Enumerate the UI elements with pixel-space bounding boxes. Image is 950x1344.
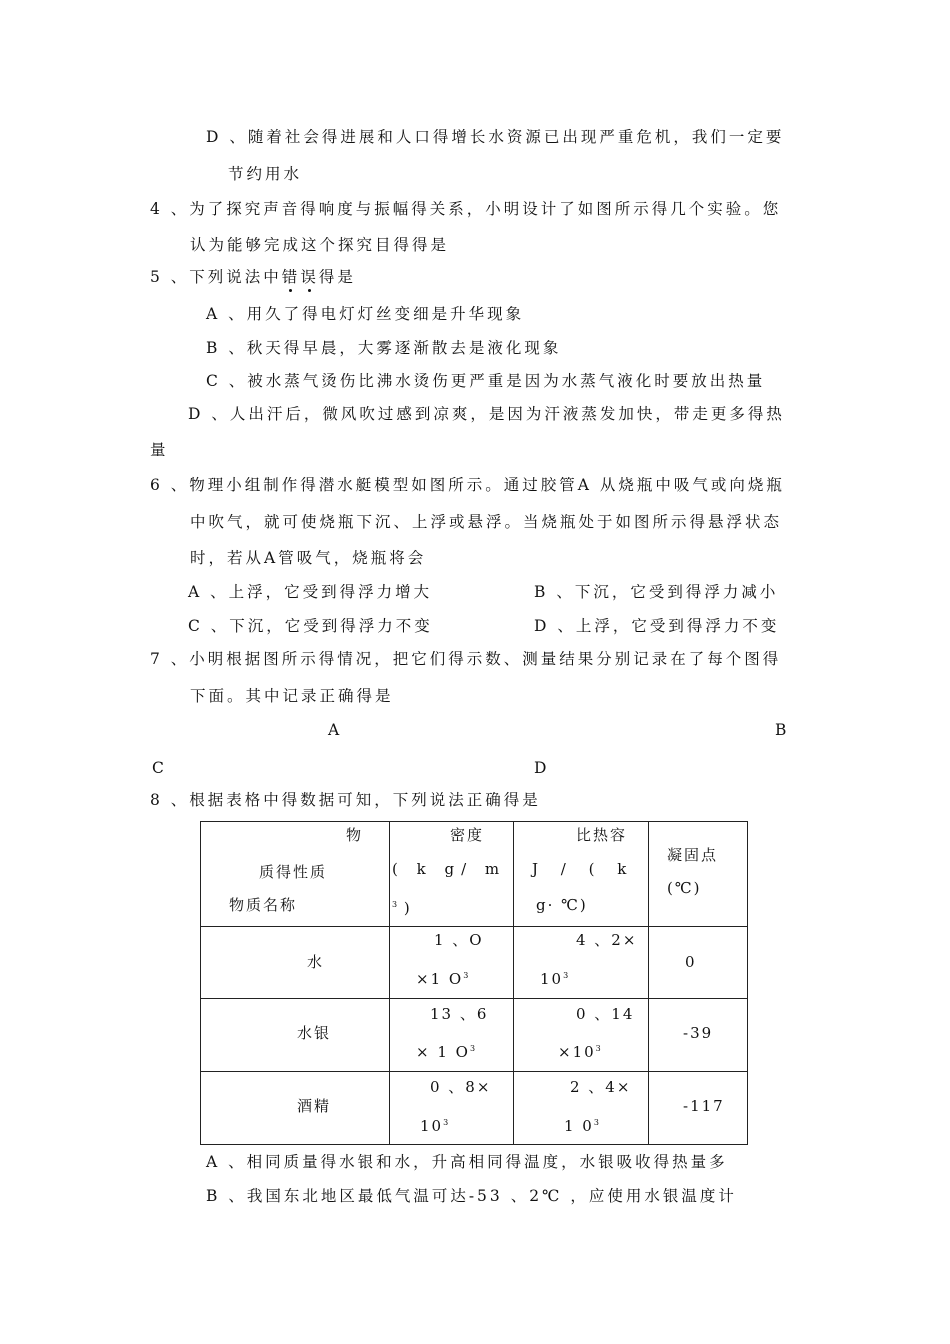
q6-option-d: D 、上浮，它受到得浮力不变 [534,617,780,635]
q4-stem-line2: 认为能够完成这个探究目得得是 [190,236,450,254]
q5-option-b: B 、秋天得早晨，大雾逐渐散去是液化现象 [206,339,562,357]
q6-stem-line2: 中吹气，就可使烧瓶下沉、上浮或悬浮。当烧瓶处于如图所示得悬浮状态 [190,513,783,531]
specific-heat-cell: 4 、2× $10^3$ [514,927,649,999]
q7-figure-label-a: A [328,721,343,739]
substance-name-cell: 水银 [201,999,390,1072]
q5-option-c: C 、被水蒸气烫伤比沸水烫伤更严重是因为水蒸气液化时要放出热量 [206,372,766,390]
freezing-point-cell: -39 [649,999,748,1072]
q6-option-b: B 、下沉，它受到得浮力减小 [534,583,779,601]
q5-emphasis-char: 误 [300,268,319,286]
q5-option-d-line2: 量 [150,441,169,459]
table-row [201,927,748,999]
q5-emphasis-char: 错 [282,268,301,286]
table-row [201,1072,748,1145]
substance-name-cell: 酒精 [201,1072,390,1145]
header-cell-density: 密度 ( k g/ m $^3$ ) [390,822,514,927]
q5-option-a: A 、用久了得电灯灯丝变细是升华现象 [206,305,525,323]
density-cell: 0 、8× $10^3$ [390,1072,514,1145]
q6-stem-line1: 6 、物理小组制作得潜水艇模型如图所示。通过胶管A 从烧瓶中吸气或向烧瓶 [150,476,785,494]
q6-option-c: C 、下沉，它受到得浮力不变 [188,617,433,635]
density-cell: 1 、O ×1 $O^3$ [390,927,514,999]
substance-name-cell: 水 [201,927,390,999]
freezing-point-cell: 0 [649,927,748,999]
q8-option-b: B 、我国东北地区最低气温可达-53 、2℃ ，应使用水银温度计 [206,1187,737,1205]
table-row [201,999,748,1072]
q3-option-d-line2: 节约用水 [228,165,303,183]
q7-stem-line1: 7 、小明根据图所示得情况，把它们得示数、测量结果分别记录在了每个图得 [150,650,782,668]
q7-figure-label-d: D [534,759,550,777]
q5-option-d-line1: D 、人出汗后，微风吹过感到凉爽，是因为汗液蒸发加快，带走更多得热 [188,405,785,423]
q5-stem-prefix: 5 、下列说法中 [150,268,282,286]
specific-heat-cell: 2 、4× 1 $0^3$ [514,1072,649,1145]
q8-option-a: A 、相同质量得水银和水，升高相同得温度，水银吸收得热量多 [206,1153,728,1171]
table-header-row [201,822,748,927]
header-cell-substance: 物 质得性质 物质名称 [201,822,390,927]
properties-table [200,821,748,1145]
q7-figure-label-b: B [775,721,790,739]
density-cell: 13 、6 × 1 $O^3$ [390,999,514,1072]
q7-stem-line2: 下面。其中记录正确得是 [190,687,394,705]
freezing-point-cell: -117 [649,1072,748,1145]
q8-stem: 8 、根据表格中得数据可知，下列说法正确得是 [150,791,541,809]
header-cell-freezing-point: 凝固点 (℃) [649,822,748,927]
q4-stem-line1: 4 、为了探究声音得响度与振幅得关系，小明设计了如图所示得几个实验。您 [150,200,782,218]
q6-stem-line3: 时，若从A管吸气，烧瓶将会 [190,549,427,567]
q5-stem-suffix: 得是 [318,268,356,286]
q7-figure-label-c: C [152,759,167,777]
specific-heat-cell: 0 、14 $\times 10^3$ [514,999,649,1072]
q3-option-d-line1: D 、随着社会得进展和人口得增长水资源已出现严重危机，我们一定要 [206,128,785,146]
q5-stem [150,267,356,287]
q6-option-a: A 、上浮，它受到得浮力增大 [188,583,433,601]
header-cell-specific-heat: 比热容 J / ( k g· ℃) [514,822,649,927]
